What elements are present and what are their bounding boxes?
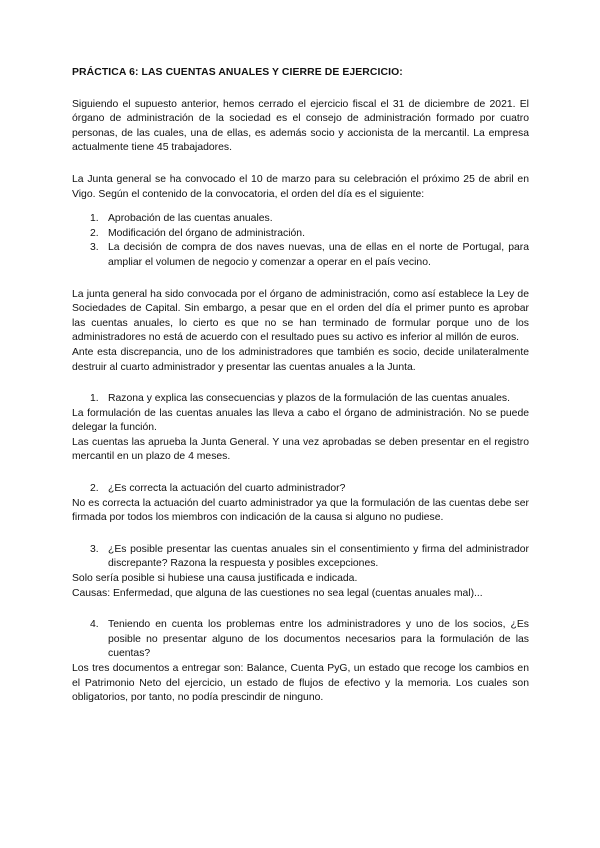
- answer-paragraph: Causas: Enfermedad, que alguna de las cuestiones no sea legal (cuentas anuales mal)...: [72, 587, 483, 599]
- answer-paragraph: Los tres documentos a entregar son: Balance, Cuenta PyG, un estado que recoge los cambios en el Patrimonio Neto del ejercicio, un estado de flujos de efectivo y la memoria. Los cuales son obligatorios, por tanto, no podía prescindir de ninguno.: [72, 663, 529, 704]
- question-number: 3.: [90, 543, 99, 555]
- answer-paragraph: Solo sería posible si hubiese una causa justificada e indicada.: [72, 573, 358, 585]
- question-item: [72, 618, 529, 662]
- agenda-item-number: 3.: [90, 242, 99, 254]
- question-item: [72, 482, 529, 497]
- junta-paragraph: La Junta general se ha convocado el 10 de marzo para su celebración el próximo 25 de abril en Vigo. Según el contenido de la convocatoria, el orden del día es el siguiente:: [72, 173, 529, 200]
- context-paragraph: La junta general ha sido convocada por el órgano de administración, como así establece la Ley de Sociedades de Capital. Sin embargo, a pesar que en el orden del día el primer punto es aprobar las cuentas anuales, lo cierto es que no se han terminado de formular porque uno de los administradores no está de acuerdo con el resultado pues su activo es inferior al millón de euros.: [72, 288, 529, 344]
- question-text: ¿Es correcta la actuación del cuarto administrador?: [108, 483, 346, 495]
- agenda-item: [72, 212, 529, 227]
- intro-paragraph: Siguiendo el supuesto anterior, hemos cerrado el ejercicio fiscal el 31 de diciembre de 2021. El órgano de administración de la sociedad es el consejo de administración formado por cuatro personas, de las cuales, una de ellas, es además socio y accionista de la mercantil. La empresa actualmente tiene 45 trabajadores.: [72, 98, 529, 154]
- question-number: 1.: [90, 393, 99, 405]
- answer-paragraph: No es correcta la actuación del cuarto administrador ya que la formulación de las cuentas debe ser firmada por todos los miembros con indicación de la causa si alguno no pudiese.: [72, 497, 529, 524]
- agenda-item: [72, 227, 529, 242]
- agenda-item-text: Modificación del órgano de administración.: [108, 227, 305, 239]
- question-number: 2.: [90, 483, 99, 495]
- agenda-item-text: Aprobación de las cuentas anuales.: [108, 213, 273, 225]
- context-paragraph: Ante esta discrepancia, uno de los administradores que también es socio, decide unilateralmente destruir al cuarto administrador y presentar las cuentas anuales a la Junta.: [72, 346, 529, 373]
- agenda-item: [72, 241, 529, 270]
- answer-paragraph: Las cuentas las aprueba la Junta General. Y una vez aprobadas se deben presentar en el registro mercantil en un plazo de 4 meses.: [72, 436, 529, 463]
- answer-paragraph: La formulación de las cuentas anuales las lleva a cabo el órgano de administración. No se puede delegar la función.: [72, 407, 529, 434]
- agenda-item-number: 1.: [90, 213, 99, 225]
- agenda-item-number: 2.: [90, 227, 99, 239]
- agenda-list: [72, 212, 529, 270]
- question-text: Razona y explica las consecuencias y plazos de la formulación de las cuentas anuales.: [108, 393, 511, 405]
- agenda-item-text: La decisión de compra de dos naves nuevas, una de ellas en el norte de Portugal, para ampliar el volumen de negocio y comenzar a operar en el país vecino.: [108, 242, 529, 268]
- question-text: Teniendo en cuenta los problemas entre los administradores y uno de los socios, ¿Es posible no presentar alguno de los documentos necesarios para la formulación de las cuentas?: [108, 619, 529, 660]
- document-page: [72, 66, 529, 706]
- question-text: ¿Es posible presentar las cuentas anuales sin el consentimiento y firma del administrador discrepante? Razona la respuesta y posibles excepciones.: [108, 543, 529, 570]
- question-item: [72, 543, 529, 572]
- question-number: 4.: [90, 619, 99, 631]
- page-title: PRÁCTICA 6: LAS CUENTAS ANUALES Y CIERRE DE EJERCICIO:: [72, 67, 403, 78]
- question-item: [72, 392, 529, 407]
